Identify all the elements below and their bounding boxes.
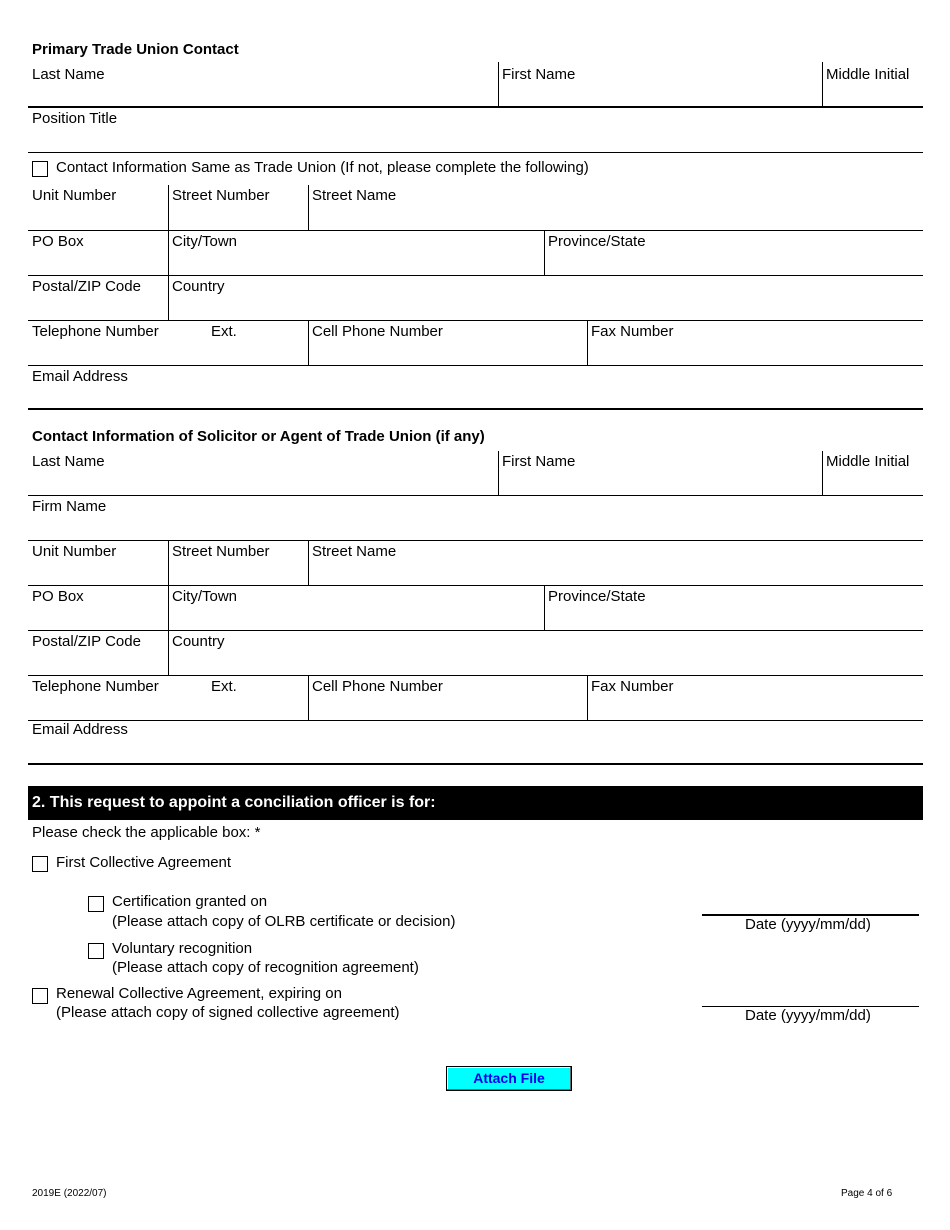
divider <box>308 185 309 230</box>
solicitor-street-name-field[interactable] <box>308 541 923 585</box>
solicitor-po-box-label: PO Box <box>32 588 84 605</box>
divider <box>587 320 588 365</box>
primary-po-box-label: PO Box <box>32 233 84 250</box>
solicitor-firm-name-field[interactable] <box>28 496 923 540</box>
solicitor-ext-field[interactable] <box>208 676 308 720</box>
primary-unit-number-label: Unit Number <box>32 187 117 204</box>
solicitor-last-name-label: Last Name <box>32 453 105 470</box>
primary-postal-code-label: Postal/ZIP Code <box>32 278 141 295</box>
solicitor-unit-number-field[interactable] <box>28 541 168 585</box>
certification-checkbox[interactable] <box>88 896 104 912</box>
primary-street-name-field[interactable] <box>308 185 923 229</box>
attach-file-button[interactable]: Attach File <box>446 1066 572 1091</box>
solicitor-street-name-label: Street Name <box>312 543 397 560</box>
certification-date-field[interactable] <box>702 892 919 916</box>
divider <box>168 540 169 585</box>
divider <box>308 540 309 585</box>
renewal-date-field[interactable] <box>702 984 919 1007</box>
primary-street-number-field[interactable] <box>168 185 308 229</box>
solicitor-street-number-label: Street Number <box>172 543 270 560</box>
primary-first-name-label: First Name <box>502 66 576 83</box>
primary-contact-heading: Primary Trade Union Contact <box>32 41 239 58</box>
solicitor-email-field[interactable] <box>28 721 923 763</box>
divider <box>28 152 923 153</box>
divider <box>308 320 309 365</box>
primary-first-name-field[interactable] <box>498 62 822 106</box>
divider <box>308 675 309 720</box>
primary-province-field[interactable] <box>544 231 923 275</box>
section-divider <box>28 408 923 410</box>
solicitor-country-label: Country <box>172 633 225 650</box>
solicitor-firm-name-label: Firm Name <box>32 498 107 515</box>
primary-ext-label: Ext. <box>211 323 237 340</box>
solicitor-cell-phone-label: Cell Phone Number <box>312 678 443 695</box>
solicitor-province-field[interactable] <box>544 586 923 630</box>
solicitor-telephone-field[interactable] <box>28 676 208 720</box>
solicitor-unit-number-label: Unit Number <box>32 543 117 560</box>
primary-street-number-label: Street Number <box>172 187 270 204</box>
primary-po-box-field[interactable] <box>28 231 168 275</box>
solicitor-country-field[interactable] <box>168 631 923 675</box>
primary-telephone-label: Telephone Number <box>32 323 159 340</box>
primary-position-title-field[interactable] <box>28 108 923 152</box>
divider <box>168 185 169 230</box>
primary-fax-field[interactable] <box>587 321 923 365</box>
divider <box>168 230 169 275</box>
solicitor-heading: Contact Information of Solicitor or Agent of Trade Union (if any) <box>32 428 485 445</box>
primary-city-label: City/Town <box>172 233 238 250</box>
primary-cell-phone-field[interactable] <box>308 321 587 365</box>
renewal-agreement-checkbox[interactable] <box>32 988 48 1004</box>
primary-province-label: Province/State <box>548 233 646 250</box>
solicitor-ext-label: Ext. <box>211 678 237 695</box>
primary-unit-number-field[interactable] <box>28 185 168 229</box>
primary-street-name-label: Street Name <box>312 187 397 204</box>
solicitor-telephone-label: Telephone Number <box>32 678 159 695</box>
divider <box>544 585 545 630</box>
divider <box>822 451 823 495</box>
form-code: 2019E (2022/07) <box>32 1188 107 1199</box>
solicitor-last-name-field[interactable] <box>28 451 498 495</box>
solicitor-city-field[interactable] <box>168 586 544 630</box>
voluntary-recognition-note: (Please attach copy of recognition agreement) <box>112 959 419 976</box>
solicitor-middle-initial-field[interactable] <box>822 451 922 495</box>
same-as-union-label: Contact Information Same as Trade Union (If not, please complete the following) <box>56 159 589 176</box>
voluntary-recognition-label: Voluntary recognition <box>112 940 253 957</box>
solicitor-email-label: Email Address <box>32 721 128 738</box>
renewal-agreement-label: Renewal Collective Agreement, expiring on <box>56 985 342 1002</box>
certification-label: Certification granted on <box>112 893 268 910</box>
solicitor-street-number-field[interactable] <box>168 541 308 585</box>
divider <box>168 630 169 675</box>
solicitor-first-name-field[interactable] <box>498 451 822 495</box>
same-as-union-checkbox[interactable] <box>32 161 48 177</box>
solicitor-cell-phone-field[interactable] <box>308 676 587 720</box>
renewal-agreement-note: (Please attach copy of signed collective agreement) <box>56 1004 400 1021</box>
divider <box>498 451 499 495</box>
solicitor-fax-field[interactable] <box>587 676 923 720</box>
check-instruction: Please check the applicable box: * <box>32 824 261 841</box>
solicitor-fax-label: Fax Number <box>591 678 674 695</box>
primary-telephone-field[interactable] <box>28 321 208 365</box>
section-divider <box>28 763 923 765</box>
primary-cell-phone-label: Cell Phone Number <box>312 323 443 340</box>
primary-email-field[interactable] <box>28 366 923 408</box>
primary-position-title-label: Position Title <box>32 110 118 127</box>
solicitor-po-box-field[interactable] <box>28 586 168 630</box>
solicitor-middle-initial-label: Middle Initial <box>826 453 910 470</box>
primary-ext-field[interactable] <box>208 321 308 365</box>
primary-fax-label: Fax Number <box>591 323 674 340</box>
primary-city-field[interactable] <box>168 231 544 275</box>
renewal-date-label: Date (yyyy/mm/dd) <box>745 1007 871 1024</box>
solicitor-postal-code-field[interactable] <box>28 631 168 675</box>
divider <box>544 230 545 275</box>
solicitor-postal-code-label: Postal/ZIP Code <box>32 633 141 650</box>
first-agreement-label: First Collective Agreement <box>56 854 232 871</box>
page-number: Page 4 of 6 <box>841 1188 893 1199</box>
divider <box>587 675 588 720</box>
divider <box>498 62 499 107</box>
section-2-title: 2. This request to appoint a conciliation officer is for: <box>28 786 923 820</box>
solicitor-first-name-label: First Name <box>502 453 576 470</box>
divider <box>168 585 169 630</box>
solicitor-province-label: Province/State <box>548 588 646 605</box>
primary-middle-initial-label: Middle Initial <box>826 66 910 83</box>
primary-last-name-field[interactable] <box>28 62 498 106</box>
primary-email-label: Email Address <box>32 368 128 385</box>
primary-country-field[interactable] <box>168 276 923 320</box>
first-agreement-checkbox[interactable] <box>32 856 48 872</box>
divider <box>822 62 823 107</box>
divider <box>168 275 169 320</box>
primary-postal-code-field[interactable] <box>28 276 168 320</box>
primary-middle-initial-field[interactable] <box>822 62 922 106</box>
certification-date-label: Date (yyyy/mm/dd) <box>745 916 871 933</box>
voluntary-recognition-checkbox[interactable] <box>88 943 104 959</box>
primary-last-name-label: Last Name <box>32 66 105 83</box>
certification-note: (Please attach copy of OLRB certificate or decision) <box>112 913 456 930</box>
solicitor-city-label: City/Town <box>172 588 238 605</box>
primary-country-label: Country <box>172 278 225 295</box>
